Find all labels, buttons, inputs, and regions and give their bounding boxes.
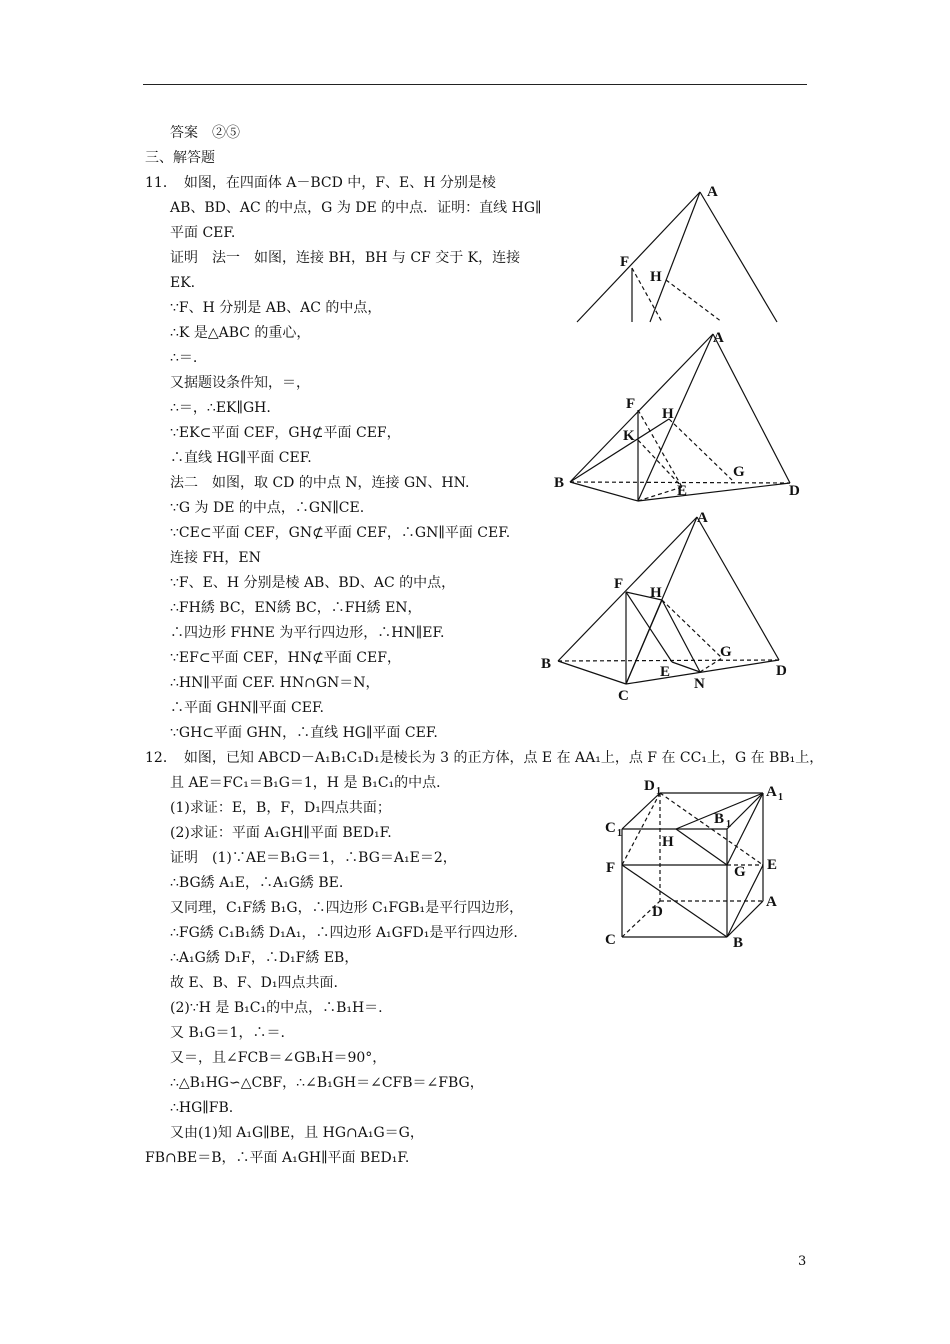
proof-line: ∴BG綉 A₁E，∴A₁G綉 BE. (170, 875, 344, 891)
label-G: G (733, 464, 745, 480)
label-H: H (662, 406, 674, 422)
label-K: K (623, 428, 635, 444)
label-B1: B (714, 811, 725, 827)
section-heading: 三、解答题 (145, 150, 215, 166)
problem-12-statement-cont: 且 AE＝FC₁＝B₁G＝1，H 是 B₁C₁的中点． (170, 775, 451, 791)
problem-11-statement: 11． 如图，在四面体 A－BCD 中，F、E、H 分别是棱 (145, 175, 496, 191)
proof-line: ∵CE⊂平面 CEF，GN⊄平面 CEF，∴GN∥平面 CEF. (170, 525, 511, 541)
answer-line: 答案 ②⑤ (170, 125, 240, 141)
label-E: E (660, 664, 671, 680)
label-C1-sub: 1 (617, 828, 622, 839)
label-D1-sub: 1 (656, 786, 661, 797)
proof-line: ∴FG綉 C₁B₁綉 D₁A₁，∴四边形 A₁GFD₁是平行四边形. (170, 925, 518, 941)
label-F: F (620, 254, 630, 270)
label-B: B (554, 475, 565, 491)
label-F: F (606, 860, 616, 876)
proof-line: 故 E、B、F、D₁四点共面. (170, 975, 338, 991)
proof-line: ∴＝. (170, 350, 198, 366)
label-A1: A (766, 784, 777, 800)
label-G: G (720, 644, 732, 660)
problem-11-statement-end: 平面 CEF. (170, 225, 236, 241)
label-H: H (662, 834, 674, 850)
proof-line: 又 B₁G＝1，∴＝. (170, 1025, 285, 1041)
proof-line: 又＝，且∠FCB＝∠GB₁H＝90°， (170, 1050, 387, 1066)
proof-line: ∴△B₁HG∽△CBF，∴∠B₁GH＝∠CFB＝∠FBG， (170, 1075, 484, 1091)
proof-line: ∴平面 GHN∥平面 CEF. (170, 700, 324, 716)
proof-line: ∵F、E、H 分别是棱 AB、BD、AC 的中点， (170, 575, 456, 591)
proof-line: EK. (170, 275, 196, 291)
proof-line: ∴A₁G綉 D₁F，∴D₁F綉 EB， (170, 950, 359, 966)
proof-line: FB∩BE＝B，∴平面 A₁GH∥平面 BED₁F. (145, 1150, 410, 1166)
proof-line: ∴HN∥平面 CEF. HN∩GN＝N， (170, 675, 380, 691)
label-A1-sub: 1 (778, 792, 783, 803)
label-H: H (650, 585, 662, 601)
proof-line: ∵F、H 分别是 AB、AC 的中点， (170, 300, 382, 316)
figure-tetrahedron-cropped (577, 184, 777, 322)
label-C: C (605, 932, 616, 948)
page-number: 3 (798, 1254, 807, 1269)
label-C: C (618, 688, 629, 704)
proof-line: 法二 如图，取 CD 的中点 N，连接 GN、HN. (170, 475, 470, 491)
problem-12-statement: 12． 如图，已知 ABCD－A₁B₁C₁D₁是棱长为 3 的正方体，点 E 在 AA₁上，点 F 在 CC₁上，G 在 BB₁上， (145, 750, 824, 766)
label-C1: C (605, 820, 616, 836)
figure-tetrahedron-k (554, 330, 800, 501)
label-A: A (697, 510, 708, 526)
label-E: E (767, 857, 778, 873)
proof-line: 证明 法一 如图，连接 BH，BH 与 CF 交于 K，连接 (170, 250, 521, 266)
proof-line: 证明 (1)∵AE＝B₁G＝1，∴BG＝A₁E＝2， (170, 850, 457, 866)
proof-line: ∴K 是△ABC 的重心， (170, 325, 311, 341)
label-N: N (694, 676, 705, 692)
proof-line: ∵GH⊂平面 GHN，∴直线 HG∥平面 CEF. (170, 725, 438, 741)
proof-line: ∵EF⊂平面 CEF，HN⊄平面 CEF， (170, 650, 401, 666)
proof-line: 又由(1)知 A₁G∥BE，且 HG∩A₁G＝G， (170, 1125, 424, 1141)
label-B: B (541, 656, 552, 672)
label-D: D (776, 663, 787, 679)
proof-line: 又据题设条件知，＝， (170, 375, 310, 391)
label-F: F (614, 576, 624, 592)
label-D: D (789, 483, 800, 499)
proof-line: ∴直线 HG∥平面 CEF. (170, 450, 312, 466)
figure-cube (605, 778, 783, 951)
proof-line: (2)∵H 是 B₁C₁的中点，∴B₁H＝. (170, 1000, 383, 1016)
problem-12-part2: (2)求证：平面 A₁GH∥平面 BED₁F. (170, 825, 392, 841)
proof-line: 连接 FH，EN (170, 550, 261, 566)
label-H: H (650, 269, 662, 285)
label-A: A (707, 184, 718, 200)
proof-line: 又同理，C₁F綉 B₁G，∴四边形 C₁FGB₁是平行四边形， (170, 900, 524, 916)
proof-line: ∴FH綉 BC，EN綉 BC，∴FH綉 EN， (170, 600, 422, 616)
problem-12-part1: (1)求证：E，B，F，D₁四点共面； (170, 800, 391, 816)
proof-line: ∴四边形 FHNE 为平行四边形，∴HN∥EF. (170, 625, 445, 641)
label-A: A (713, 330, 724, 346)
proof-line: ∴HG∥FB. (170, 1100, 234, 1116)
label-G: G (734, 864, 746, 880)
label-B1-sub: 1 (726, 819, 731, 830)
label-F: F (626, 396, 636, 412)
proof-line: ∵EK⊂平面 CEF，GH⊄平面 CEF， (170, 425, 401, 441)
proof-line: ∵G 为 DE 的中点，∴GN∥CE. (170, 500, 365, 516)
figure-tetrahedron-n (541, 510, 787, 704)
label-D: D (652, 904, 663, 920)
label-E: E (677, 483, 688, 499)
proof-line: ∴＝，∴EK∥GH. (170, 400, 271, 416)
label-B: B (733, 935, 744, 951)
label-A: A (766, 894, 777, 910)
label-D1: D (644, 778, 655, 794)
problem-11-statement-cont: AB、BD、AC 的中点，G 为 DE 的中点．证明：直线 HG∥ (170, 200, 542, 216)
